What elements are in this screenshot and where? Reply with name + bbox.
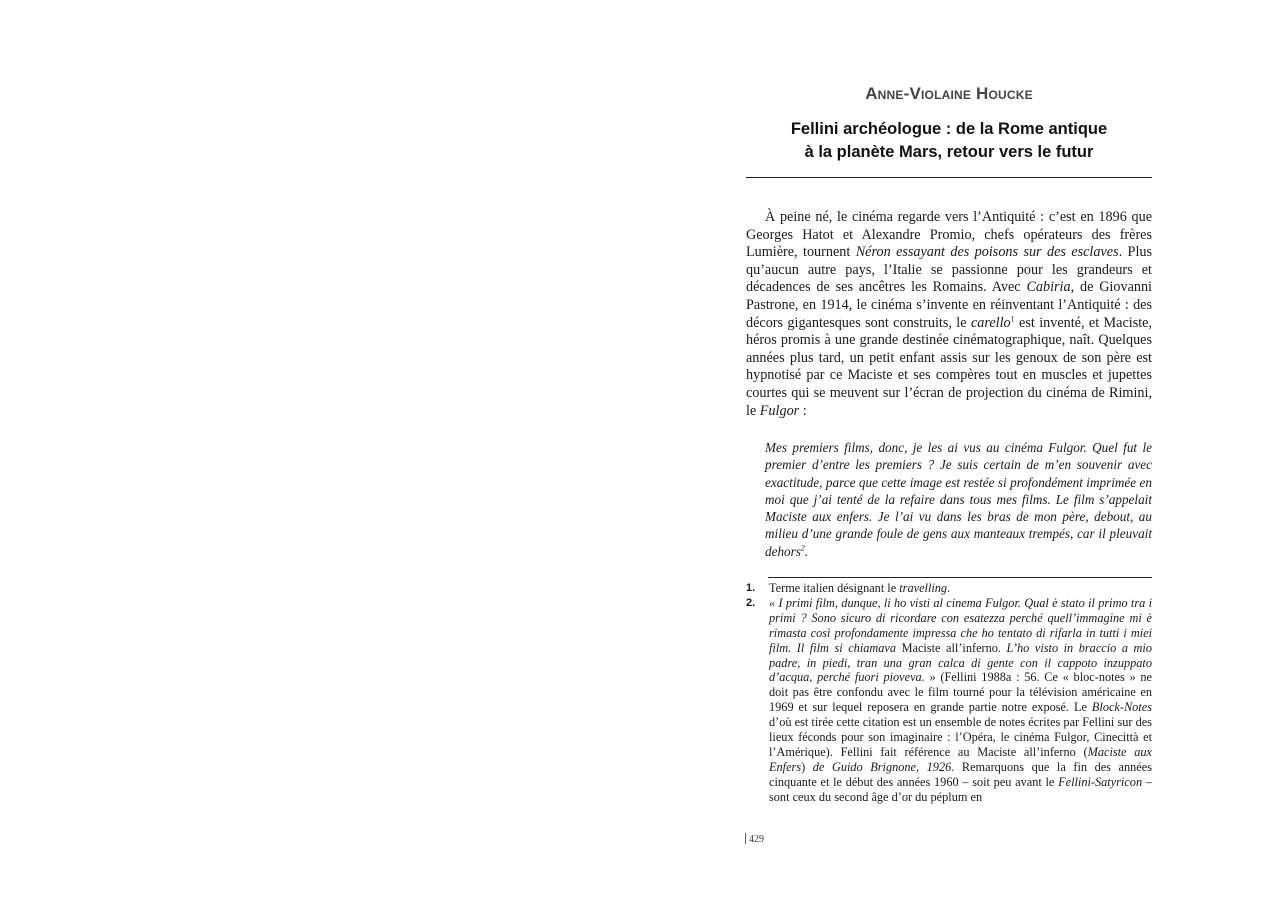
cinema-name: Fulgor <box>759 402 800 419</box>
film-title: Maciste all’inferno <box>901 640 998 655</box>
chapter-author: Anne-Violaine Houcke <box>865 84 1033 103</box>
body-paragraph <box>746 209 1152 420</box>
body-text: , de Giovanni Pastrone, en 1914, le cinéma s’invente en réinventant l’Antiquité : des décors gigantesques sont construits, le <box>746 279 1152 331</box>
body-text: . Plus qu’aucun autre pays, l’Italie se passionne pour les grandeurs et décadences de ses ancêtres les Romains. Avec <box>746 244 1153 296</box>
footnote-2 <box>746 596 1152 805</box>
block-quote <box>765 439 1152 560</box>
italian-quote: « I primi film, dunque, li ho visti al cinema Fulgor. Qual è stato il primo tra i primi ? Sono sicuro di ricordare con esatezza perché quell’immagine mi è rimasta così profondamente impressa che ho tentato di rifarla in tutti i miei film. Il film si chiamava <box>769 595 1152 655</box>
footnote-text: » (Fellini 1988a : 56. Ce « bloc-notes » ne doit pas être confondu avec le film tourné pour la télévision américaine en 1969 et sur lequel reposera en grande partie notre exposé. Le <box>769 670 1152 715</box>
title-divider <box>746 177 1152 178</box>
folio-bar <box>745 833 746 844</box>
footnote-text: d’où est tirée cette citation est un ensemble de notes écrites par Fellini sur des lieux féconds pour son imaginaire : l’Opéra, le cinéma Fulgor, Cinecittà et l’Amérique). Fellini fait référence au Maciste all’inferno ( <box>769 715 1152 759</box>
film-title: Maciste aux Enfers <box>769 744 1152 774</box>
footnote-number: 1. <box>746 582 756 594</box>
footnote-1 <box>746 581 1152 596</box>
quote-text: Mes premiers films, donc, je les ai vus au cinéma Fulgor. Quel fut le premier d’entre les premiers ? Je suis certain de m’en souvenir avec exactitude, parce que cette image est restée si profondément imprimée en moi que j’ai tenté de la refaire dans tous mes films. Le film s’appelait Maciste aux enfers. Je l’ai vu dans les bras de mon père, debout, au milieu d’une grande foule de gens aux manteaux trempés, car il pleuvait dehors <box>765 440 1152 559</box>
italian-quote: . L’ho visto in braccio a mio padre, in piedi, tran una gran calca di gente con il cappoto inzuppato d’acqua, perché fuori pioveva. <box>769 640 1152 685</box>
footnote-text: ) <box>801 759 813 774</box>
footnote-text: . Remarquons que la fin des années cinquante et le début des années 1960 – soit peu avant le <box>769 759 1152 789</box>
chapter-title <box>746 118 1152 164</box>
page-number-text: 429 <box>749 834 764 845</box>
chapter-title-line-2: à la planète Mars, retour vers le futur <box>804 143 1094 161</box>
film-credit: de Guido Brignone, 1926 <box>812 759 952 774</box>
quote-end: . <box>804 543 809 559</box>
footnote-ref-1[interactable]: 1 <box>1010 313 1015 323</box>
body-text: À peine né, le cinéma regarde vers l’Antiquité : c’est en 1896 que Georges Hatot et Alexandre Promio, chefs opérateurs des frères Lumière, tournent <box>746 209 1152 261</box>
chapter-title-line-1: Fellini archéologue : de la Rome antique <box>790 120 1108 138</box>
footnote-ref-2[interactable]: 2 <box>800 543 805 553</box>
film-title: Cabiria <box>1026 279 1071 296</box>
book-title: Block-Notes <box>1091 700 1152 715</box>
footnotes <box>746 581 1152 805</box>
film-title: Fellini-Satyricon <box>1058 774 1143 789</box>
body-text: : <box>799 402 807 419</box>
italic-term: travelling <box>899 581 948 595</box>
footnote-number: 2. <box>746 596 756 609</box>
footnote-text: Terme italien désignant le <box>769 581 900 595</box>
footnote-text: – sont ceux du second âge d’or du péplum en <box>769 774 1152 804</box>
page-number <box>745 833 764 845</box>
footnote-text: . <box>947 581 951 595</box>
film-title: Néron essayant des poisons sur des esclaves <box>855 244 1119 261</box>
footnote-divider <box>768 577 1152 578</box>
body-text: est inventé, et Maciste, héros promis à une grande destinée cinématographique, naît. Quelques années plus tard, un petit enfant assis sur les genoux de son père est hypnotisé par ce Maciste et ses compères tout en muscles et jupettes courtes qui se meuvent sur l’écran de projection du cinéma de Rimini, le <box>746 314 1153 419</box>
italic-term: carello <box>970 314 1011 331</box>
